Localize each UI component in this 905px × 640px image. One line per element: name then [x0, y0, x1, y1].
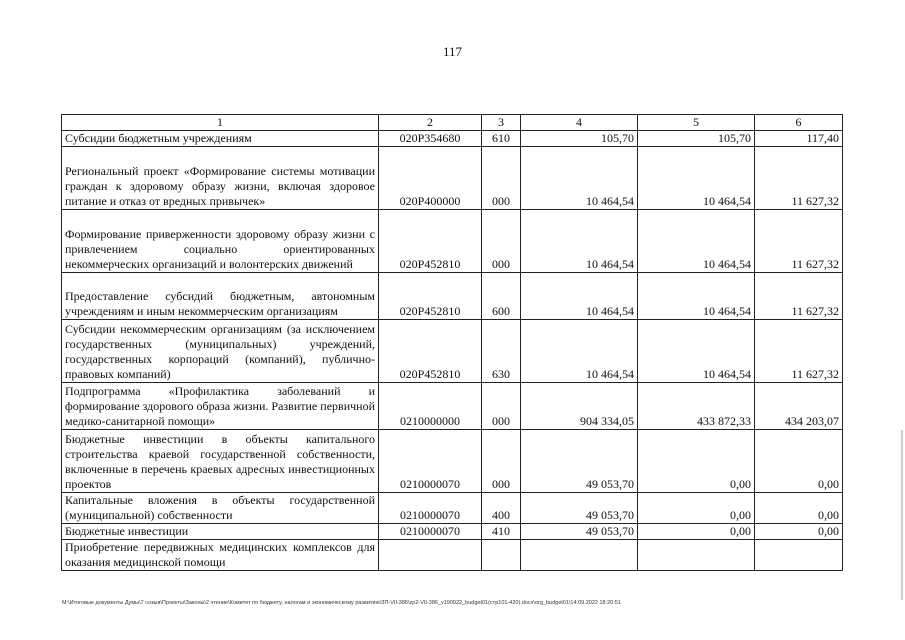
- row-type-cell: 000: [482, 147, 521, 210]
- row-value-cell: 10 464,54: [521, 273, 638, 320]
- row-value-cell: 0,00: [638, 430, 755, 493]
- row-value-cell: 10 464,54: [638, 320, 755, 383]
- row-value-cell: 0,00: [755, 430, 843, 493]
- row-name-cell: Приобретение передвижных медицинских комплексов для оказания медицинской помощи: [62, 540, 379, 571]
- row-value-cell: 0,00: [755, 493, 843, 524]
- row-name-cell: Предоставление субсидий бюджетным, автономным учреждениям и иным некоммерческим организациям: [62, 273, 379, 320]
- row-type-cell: 610: [482, 131, 521, 147]
- table-row: [62, 383, 843, 430]
- row-value-cell: [755, 540, 843, 571]
- row-value-cell: 49 053,70: [521, 493, 638, 524]
- row-code-cell: 020P400000: [379, 147, 482, 210]
- row-value-cell: 10 464,54: [521, 210, 638, 273]
- row-value-cell: [521, 540, 638, 571]
- row-code-cell: 020P354680: [379, 131, 482, 147]
- row-value-cell: 0,00: [638, 493, 755, 524]
- row-name-cell: Капитальные вложения в объекты государственной (муниципальной) собственности: [62, 493, 379, 524]
- table-row: [62, 210, 843, 273]
- row-name-cell: Субсидии бюджетным учреждениям: [62, 131, 379, 147]
- row-value-cell: [638, 540, 755, 571]
- row-value-cell: 10 464,54: [521, 320, 638, 383]
- row-code-cell: [379, 540, 482, 571]
- row-type-cell: 600: [482, 273, 521, 320]
- table-row: [62, 320, 843, 383]
- table-row: [62, 540, 843, 571]
- row-type-cell: 630: [482, 320, 521, 383]
- page-number: 117: [442, 44, 463, 59]
- row-code-cell: 020P452810: [379, 210, 482, 273]
- row-value-cell: 11 627,32: [755, 320, 843, 383]
- row-code-cell: 0210000070: [379, 493, 482, 524]
- row-type-cell: 000: [482, 430, 521, 493]
- row-type-cell: [482, 540, 521, 571]
- row-value-cell: 10 464,54: [638, 273, 755, 320]
- column-header: 5: [638, 115, 755, 131]
- scan-edge-mark: [901, 430, 903, 600]
- row-code-cell: 0210000000: [379, 383, 482, 430]
- row-value-cell: 117,40: [755, 131, 843, 147]
- row-code-cell: 0210000070: [379, 524, 482, 540]
- row-code-cell: 020P452810: [379, 320, 482, 383]
- row-name-cell: Региональный проект «Формирование системы мотивации граждан к здоровому образу жизни, включая здоровое питание и отказ от вредных привычек»: [62, 147, 379, 210]
- row-code-cell: 020P452810: [379, 273, 482, 320]
- row-value-cell: 11 627,32: [755, 147, 843, 210]
- row-value-cell: 11 627,32: [755, 273, 843, 320]
- row-value-cell: 105,70: [521, 131, 638, 147]
- row-value-cell: 0,00: [755, 524, 843, 540]
- document-path-footer: M:\Итоговые документы Думы\7 созыв\Проекты\Законы\2 чтение\Комитет по бюджету, налогам и экономическому развитию\ЗП-VII-386\zp2-VII-386_v190922_budget01(стр101-420).docx\org_budget01\14.09.2022 18:20:51: [62, 600, 621, 606]
- table-row: [62, 524, 843, 540]
- column-header: 6: [755, 115, 843, 131]
- row-name-cell: Субсидии некоммерческим организациям (за исключением государственных (муниципальных) учреждений, государственных корпораций (компаний), публично-правовых компаний): [62, 320, 379, 383]
- column-header: 4: [521, 115, 638, 131]
- column-header: 3: [482, 115, 521, 131]
- table-row: [62, 131, 843, 147]
- row-type-cell: 400: [482, 493, 521, 524]
- row-value-cell: 49 053,70: [521, 524, 638, 540]
- table-row: [62, 430, 843, 493]
- column-header: 1: [62, 115, 379, 131]
- row-name-cell: Бюджетные инвестиции в объекты капитального строительства краевой государственной собственности, включенные в перечень краевых адресных инвестиционных проектов: [62, 430, 379, 493]
- table-row: [62, 273, 843, 320]
- table-header-row: [62, 115, 843, 131]
- row-value-cell: 433 872,33: [638, 383, 755, 430]
- row-value-cell: 10 464,54: [638, 210, 755, 273]
- row-type-cell: 000: [482, 383, 521, 430]
- row-name-cell: Бюджетные инвестиции: [62, 524, 379, 540]
- row-value-cell: 49 053,70: [521, 430, 638, 493]
- row-value-cell: 904 334,05: [521, 383, 638, 430]
- budget-table: [61, 114, 843, 571]
- table-row: [62, 493, 843, 524]
- row-value-cell: 434 203,07: [755, 383, 843, 430]
- row-code-cell: 0210000070: [379, 430, 482, 493]
- row-value-cell: 11 627,32: [755, 210, 843, 273]
- row-value-cell: 0,00: [638, 524, 755, 540]
- table-row: [62, 147, 843, 210]
- row-value-cell: 105,70: [638, 131, 755, 147]
- row-value-cell: 10 464,54: [521, 147, 638, 210]
- row-value-cell: 10 464,54: [638, 147, 755, 210]
- column-header: 2: [379, 115, 482, 131]
- row-type-cell: 000: [482, 210, 521, 273]
- row-name-cell: Подпрограмма «Профилактика заболеваний и формирование здорового образа жизни. Развитие первичной медико-санитарной помощи»: [62, 383, 379, 430]
- row-name-cell: Формирование приверженности здоровому образу жизни с привлечением социально ориентированных некоммерческих организаций и волонтерских движений: [62, 210, 379, 273]
- row-type-cell: 410: [482, 524, 521, 540]
